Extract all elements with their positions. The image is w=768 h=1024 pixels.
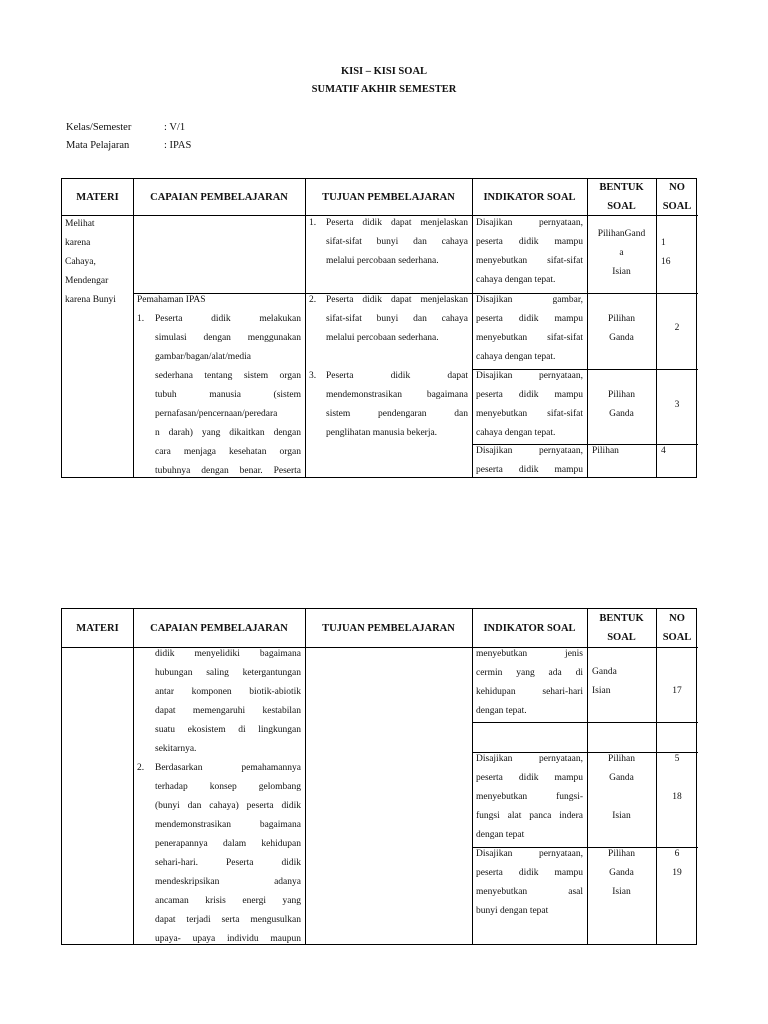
- bentuk-line: PilihanGand: [597, 229, 646, 239]
- bentuk-cell: [587, 310, 656, 348]
- materi-line: karena: [65, 238, 91, 248]
- indikator-line: peserta didik mampu: [476, 314, 583, 324]
- indikator-line: peserta didik mampu: [476, 390, 583, 400]
- tujuan-line: Peserta didik dapat: [326, 371, 468, 381]
- indikator-line: menyebutkan sifat-sifat: [476, 256, 583, 266]
- col-no-line1: NO: [669, 182, 685, 193]
- tujuan-line: Peserta didik dapat menjelaskan: [326, 218, 468, 228]
- bentuk-cell: [592, 663, 652, 701]
- col-bentuk-header: [587, 177, 656, 217]
- materi-line: Cahaya,: [65, 257, 96, 267]
- capaian-line: simulasi dengan menggunakan: [155, 333, 301, 343]
- bentuk-line: Pilihan: [608, 754, 635, 764]
- no-cell: 2: [674, 323, 680, 333]
- bentuk-line: Pilihan: [608, 849, 635, 859]
- indikator-line: dengan tepat.: [476, 706, 527, 716]
- indikator-line: cahaya dengan tepat.: [476, 428, 556, 438]
- tujuan-text: [326, 291, 468, 348]
- no-line: 6: [674, 849, 680, 859]
- no-cell: 3: [674, 400, 680, 410]
- no-cell: [661, 234, 696, 272]
- no-line: 5: [674, 754, 680, 764]
- bentuk-line: Isian: [612, 811, 631, 821]
- capaian-line: antar komponen biotik-abiotik: [155, 687, 301, 697]
- bentuk-line: a: [619, 248, 624, 258]
- document-subtitle: SUMATIF AKHIR SEMESTER: [311, 84, 457, 95]
- col-tujuan-header: TUJUAN PEMBELAJARAN: [322, 191, 455, 203]
- indikator-line: Disajikan pernyataan,: [476, 849, 583, 859]
- bentuk-line: Ganda: [609, 868, 634, 878]
- capaian-line: mendeskripsikan adanya: [155, 877, 301, 887]
- capaian-line: gambar/bagan/alat/media: [155, 352, 252, 362]
- kisi-table-2: [61, 608, 697, 945]
- indikator-line: Disajikan pernyataan,: [476, 754, 583, 764]
- indikator-line: Disajikan pernyataan,: [476, 218, 583, 228]
- capaian-line: mendemonstrasikan bagaimana: [155, 820, 301, 830]
- indikator-line: menyebutkan asal: [476, 887, 583, 897]
- indikator-line: Disajikan pernyataan,: [476, 371, 583, 381]
- no-line: 16: [661, 257, 671, 267]
- indikator-line: peserta didik mampu: [476, 868, 583, 878]
- tujuan-text: [326, 214, 468, 271]
- capaian-line: penerapannya dalam kehidupan: [155, 839, 301, 849]
- bentuk-line: Pilihan: [608, 390, 635, 400]
- no-cell: [656, 845, 698, 883]
- bentuk-line: Ganda: [609, 409, 634, 419]
- bentuk-line: Ganda: [609, 333, 634, 343]
- capaian-line: (bunyi dan cahaya) peserta didik: [155, 801, 301, 811]
- bentuk-line: Isian: [612, 267, 631, 277]
- bentuk-line: Isian: [592, 686, 611, 696]
- no-cell: 4: [661, 446, 666, 456]
- bentuk-cell: [587, 845, 656, 902]
- capaian-line: sederhana tentang sistem organ: [155, 371, 301, 381]
- indikator-line: menyebutkan sifat-sifat: [476, 409, 583, 419]
- indikator-line: Disajikan gambar,: [476, 295, 583, 305]
- capaian-line: didik menyelidiki bagaimana: [155, 649, 301, 659]
- indikator-line: menyebutkan fungsi-: [476, 792, 583, 802]
- col-no-line1: NO: [669, 613, 685, 624]
- col-tujuan-header: TUJUAN PEMBELAJARAN: [322, 622, 455, 634]
- document-title: KISI – KISI SOAL: [340, 66, 428, 77]
- tujuan-line: Peserta didik dapat menjelaskan: [326, 295, 468, 305]
- indikator-line: peserta didik mampu: [476, 773, 583, 783]
- col-no-line2: SOAL: [662, 201, 692, 212]
- mapel-label: Mata Pelajaran: [66, 140, 130, 151]
- indikator-cell: [476, 442, 583, 480]
- kelas-label: Kelas/Semester: [66, 122, 132, 133]
- capaian-line: tubuh manusia (sistem: [155, 390, 301, 400]
- capaian-line: dapat memengaruhi kestabilan: [155, 706, 301, 716]
- no-line: 18: [672, 792, 682, 802]
- indikator-line: cahaya dengan tepat.: [476, 352, 556, 362]
- indikator-cell: [476, 214, 583, 290]
- col-bentuk-line2: SOAL: [607, 201, 636, 212]
- capaian-line: hubungan saling ketergantungan: [155, 668, 301, 678]
- col-capaian-header: CAPAIAN PEMBELAJARAN: [150, 191, 288, 203]
- bentuk-line: Ganda: [609, 773, 634, 783]
- tujuan-number: 2.: [309, 295, 317, 305]
- col-bentuk-header: [587, 607, 656, 649]
- bentuk-cell: Pilihan: [592, 446, 619, 456]
- no-cell: [656, 750, 698, 807]
- capaian-heading: Pemahaman IPAS: [137, 295, 206, 305]
- kisi-table-1: [61, 178, 697, 478]
- col-materi-header: MATERI: [76, 622, 119, 634]
- no-cell: 17: [672, 686, 682, 696]
- tujuan-line: melalui percobaan sederhana.: [326, 333, 439, 343]
- bentuk-cell: [587, 750, 656, 826]
- col-bentuk-line1: BENTUK: [599, 182, 644, 193]
- capaian-number: 2.: [137, 763, 145, 773]
- capaian-line: terhadap konsep gelombang: [155, 782, 301, 792]
- capaian-line: suatu ekosistem di lingkungan: [155, 725, 301, 735]
- col-no-header: [656, 177, 698, 217]
- bentuk-line: Pilihan: [608, 314, 635, 324]
- col-bentuk-line1: BENTUK: [599, 613, 644, 624]
- bentuk-cell: [587, 225, 656, 282]
- indikator-cell: [476, 750, 583, 845]
- capaian-line: dapat terjadi serta mengusulkan: [155, 915, 301, 925]
- capaian-line: sehari-hari. Peserta didik: [155, 858, 301, 868]
- col-no-header: [656, 607, 698, 649]
- indikator-line: peserta didik mampu: [476, 465, 583, 475]
- tujuan-line: mendemonstrasikan bagaimana: [326, 390, 468, 400]
- capaian-line: tubuhnya dengan benar. Peserta: [155, 466, 301, 476]
- capaian-line: cara menjaga kesehatan organ: [155, 447, 301, 457]
- tujuan-line: sistem pendengaran dan: [326, 409, 468, 419]
- indikator-line: menyebutkan sifat-sifat: [476, 333, 583, 343]
- capaian-line: Berdasarkan pemahamannya: [155, 763, 301, 773]
- materi-line: Melihat: [65, 219, 95, 229]
- col-indikator-header: INDIKATOR SOAL: [483, 191, 576, 203]
- col-no-line2: SOAL: [662, 632, 692, 643]
- indikator-line: bunyi dengan tepat: [476, 906, 549, 916]
- capaian-line: ancaman krisis energi yang: [155, 896, 301, 906]
- bentuk-cell: [587, 386, 656, 424]
- capaian-line: n darah) yang dikaitkan dengan: [155, 428, 301, 438]
- capaian-line: upaya- upaya individu maupun: [155, 934, 301, 944]
- col-indikator-header: INDIKATOR SOAL: [483, 622, 576, 634]
- no-line: 1: [661, 238, 666, 248]
- bentuk-line: Isian: [612, 887, 631, 897]
- col-capaian-header: CAPAIAN PEMBELAJARAN: [150, 622, 288, 634]
- materi-cell: [65, 215, 131, 310]
- col-bentuk-line2: SOAL: [607, 632, 636, 643]
- kelas-value: : V/1: [164, 122, 186, 133]
- indikator-line: fungsi alat panca indera: [476, 811, 583, 821]
- tujuan-line: sifat-sifat bunyi dan cahaya: [326, 237, 468, 247]
- indikator-line: Disajikan pernyataan,: [476, 446, 583, 456]
- indikator-cell: [476, 645, 583, 721]
- indikator-line: cermin yang ada di: [476, 668, 583, 678]
- materi-line: karena Bunyi: [65, 295, 116, 305]
- indikator-cell: [476, 367, 583, 443]
- tujuan-text: [326, 367, 468, 443]
- tujuan-line: melalui percobaan sederhana.: [326, 256, 439, 266]
- indikator-line: peserta didik mampu: [476, 237, 583, 247]
- mapel-value: : IPAS: [164, 140, 192, 151]
- capaian-text: [155, 645, 301, 759]
- indikator-line: menyebutkan jenis: [476, 649, 583, 659]
- tujuan-number: 3.: [309, 371, 317, 381]
- indikator-cell: [476, 845, 583, 921]
- no-line: 19: [672, 868, 682, 878]
- capaian-line: Peserta didik melakukan: [155, 314, 301, 324]
- capaian-line: pernafasan/pencernaan/peredara: [155, 409, 278, 419]
- capaian-text: [155, 759, 301, 949]
- capaian-text: [155, 310, 301, 481]
- indikator-line: cahaya dengan tepat.: [476, 275, 556, 285]
- indikator-line: kehidupan sehari-hari: [476, 687, 583, 697]
- capaian-line: sekitarnya.: [155, 744, 197, 754]
- tujuan-line: sifat-sifat bunyi dan cahaya: [326, 314, 468, 324]
- materi-line: Mendengar: [65, 276, 109, 286]
- col-materi-header: MATERI: [76, 191, 119, 203]
- tujuan-number: 1.: [309, 218, 317, 228]
- indikator-line: dengan tepat: [476, 830, 525, 840]
- tujuan-line: penglihatan manusia bekerja.: [326, 428, 438, 438]
- indikator-cell: [476, 291, 583, 367]
- capaian-number: 1.: [137, 314, 145, 324]
- bentuk-line: Ganda: [592, 667, 617, 677]
